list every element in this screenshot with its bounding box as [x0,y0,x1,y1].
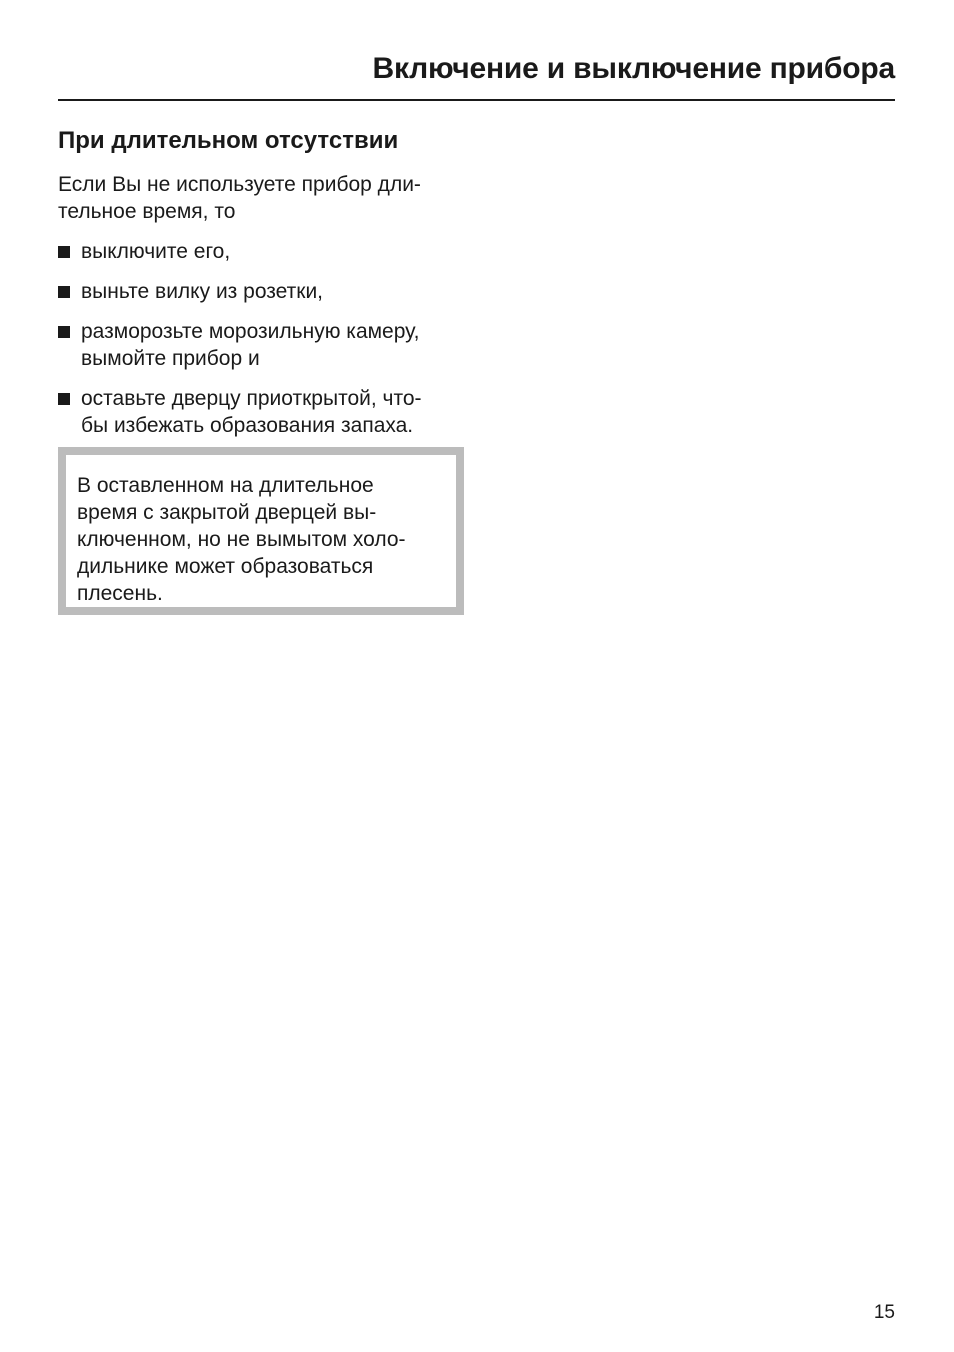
section-heading: При длительном отсутствии [58,127,399,154]
page-title: Включение и выключение прибора [372,52,895,85]
square-bullet-icon [58,326,70,338]
list-item [58,278,478,305]
note-line: ключенном, но не вымытом холо- [77,528,406,551]
intro-line: Если Вы не используете прибор дли- [58,173,421,196]
list-item [58,238,478,265]
page-number: 15 [873,1302,895,1323]
square-bullet-icon [58,286,70,298]
note-line: плесень. [77,582,163,605]
note-line: время с закрытой дверцей вы- [77,501,377,524]
intro-line: тельное время, то [58,200,236,223]
warning-note-box [58,447,464,615]
warning-note-text [77,472,456,607]
square-bullet-icon [58,246,70,258]
list-item-text: оставьте дверцу приоткрытой, что- [81,387,422,410]
list-item [58,318,478,372]
list-item [58,385,478,439]
square-bullet-icon [58,393,70,405]
list-item-text: разморозьте морозильную камеру, [81,320,420,343]
header-divider [58,99,895,101]
note-line: В оставленном на длительное [77,474,374,497]
list-item-text: вымойте прибор и [81,347,260,370]
list-item-text: бы избежать образования запаха. [81,414,414,437]
list-item-text: выньте вилку из розетки, [81,280,324,303]
intro-paragraph [58,171,468,225]
note-line: дильнике может образоваться [77,555,374,578]
list-item-text: выключите его, [81,240,231,263]
instruction-list [58,238,478,452]
